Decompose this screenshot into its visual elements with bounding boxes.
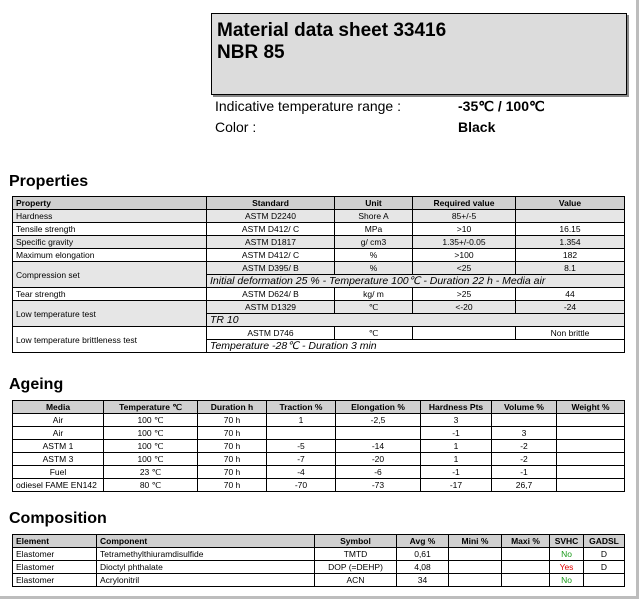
ageing-cell: 26,7	[492, 479, 557, 492]
ageing-cell	[492, 414, 557, 427]
ageing-cell: -14	[336, 440, 421, 453]
property-unit: %	[335, 262, 413, 275]
property-standard: ASTM D2240	[207, 210, 335, 223]
column-header: Avg %	[397, 535, 449, 548]
ageing-cell: -5	[267, 440, 336, 453]
composition-cell	[502, 574, 550, 587]
composition-header	[13, 535, 625, 548]
header-row	[13, 197, 625, 210]
ageing-heading: Ageing	[9, 376, 64, 393]
table-row	[13, 427, 625, 440]
ageing-cell: -1	[421, 466, 492, 479]
ageing-cell: -17	[421, 479, 492, 492]
properties-heading: Properties	[9, 173, 89, 190]
ageing-cell: -2	[492, 440, 557, 453]
table-row	[13, 262, 625, 275]
ageing-cell	[557, 453, 625, 466]
column-header: Weight %	[557, 401, 625, 414]
column-header: Value	[516, 197, 625, 210]
ageing-cell: 100 ℃	[104, 440, 198, 453]
property-required: >100	[413, 249, 516, 262]
composition-cell: 4,08	[397, 561, 449, 574]
ageing-header	[13, 401, 625, 414]
ageing-cell: -4	[267, 466, 336, 479]
ageing-cell: 70 h	[198, 427, 267, 440]
ageing-cell	[557, 466, 625, 479]
property-unit: ℃	[335, 301, 413, 314]
composition-cell	[502, 561, 550, 574]
table-row	[13, 561, 625, 574]
ageing-cell: 70 h	[198, 479, 267, 492]
property-property: Compression set	[13, 262, 207, 288]
table-row	[13, 288, 625, 301]
property-required: <-20	[413, 301, 516, 314]
column-header: Element	[13, 535, 97, 548]
ageing-cell: -1	[421, 427, 492, 440]
composition-cell: 34	[397, 574, 449, 587]
column-header: GADSL	[584, 535, 625, 548]
composition-cell: TMTD	[315, 548, 397, 561]
property-standard: ASTM D412/ C	[207, 223, 335, 236]
ageing-body	[13, 414, 625, 492]
ageing-table	[12, 400, 625, 492]
ageing-cell: 70 h	[198, 453, 267, 466]
property-value: 1.354	[516, 236, 625, 249]
property-value: -24	[516, 301, 625, 314]
ageing-cell: 80 ℃	[104, 479, 198, 492]
properties-table	[12, 196, 625, 353]
composition-cell	[584, 574, 625, 587]
property-property: Low temperature test	[13, 301, 207, 327]
composition-body	[13, 548, 625, 587]
column-header: Symbol	[315, 535, 397, 548]
property-required: <25	[413, 262, 516, 275]
property-value: 16.15	[516, 223, 625, 236]
property-property: Low temperature brittleness test	[13, 327, 207, 353]
ageing-cell	[557, 479, 625, 492]
property-standard: ASTM D412/ C	[207, 249, 335, 262]
column-header: Temperature ℃	[104, 401, 198, 414]
ageing-cell: 1	[421, 453, 492, 466]
composition-cell: Elastomer	[13, 548, 97, 561]
property-property: Tear strength	[13, 288, 207, 301]
composition-cell: D	[584, 561, 625, 574]
property-value: 44	[516, 288, 625, 301]
table-row	[13, 453, 625, 466]
property-unit: ℃	[335, 327, 413, 340]
composition-cell: Tetramethylthiuramdisulfide	[97, 548, 315, 561]
properties-header	[13, 197, 625, 210]
temp-range-label: Indicative temperature range :	[215, 98, 401, 114]
ageing-cell: 100 ℃	[104, 453, 198, 466]
ageing-cell: 23 ℃	[104, 466, 198, 479]
composition-cell: Elastomer	[13, 574, 97, 587]
property-required: 85+/-5	[413, 210, 516, 223]
ageing-cell	[557, 427, 625, 440]
property-standard: ASTM D624/ B	[207, 288, 335, 301]
composition-cell: No	[550, 548, 584, 561]
composition-cell: 0,61	[397, 548, 449, 561]
table-row	[13, 301, 625, 314]
ageing-cell: 70 h	[198, 440, 267, 453]
composition-cell: Acrylonitril	[97, 574, 315, 587]
ageing-cell: -1	[492, 466, 557, 479]
property-property: Hardness	[13, 210, 207, 223]
table-row	[13, 466, 625, 479]
composition-cell	[502, 548, 550, 561]
color-label: Color :	[215, 119, 257, 135]
property-standard: ASTM D746	[207, 327, 335, 340]
column-header: Volume %	[492, 401, 557, 414]
column-header: Hardness Pts	[421, 401, 492, 414]
ageing-cell: Fuel	[13, 466, 104, 479]
table-row	[13, 440, 625, 453]
table-row	[13, 574, 625, 587]
ageing-cell: 70 h	[198, 414, 267, 427]
table-row	[13, 236, 625, 249]
column-header: Mini %	[449, 535, 502, 548]
ageing-cell: Air	[13, 427, 104, 440]
ageing-cell	[336, 427, 421, 440]
composition-cell: Elastomer	[13, 561, 97, 574]
ageing-cell	[557, 414, 625, 427]
column-header: SVHC	[550, 535, 584, 548]
composition-cell: DOP (=DEHP)	[315, 561, 397, 574]
column-header: Duration h	[198, 401, 267, 414]
test-condition-note: TR 10	[207, 314, 625, 327]
composition-cell	[449, 548, 502, 561]
composition-cell: D	[584, 548, 625, 561]
color-value: Black	[458, 119, 496, 135]
column-header: Required value	[413, 197, 516, 210]
column-header: Property	[13, 197, 207, 210]
column-header: Component	[97, 535, 315, 548]
ageing-cell: ASTM 3	[13, 453, 104, 466]
property-value: 182	[516, 249, 625, 262]
property-required: 1.35+/-0.05	[413, 236, 516, 249]
ageing-cell: 1	[421, 440, 492, 453]
column-header: Elongation %	[336, 401, 421, 414]
property-value: 8.1	[516, 262, 625, 275]
header-row	[13, 401, 625, 414]
table-row	[13, 327, 625, 340]
table-row	[13, 223, 625, 236]
property-property: Tensile strength	[13, 223, 207, 236]
material-name: NBR 85	[217, 42, 285, 63]
ageing-cell: -7	[267, 453, 336, 466]
ageing-cell	[267, 427, 336, 440]
ageing-cell: -6	[336, 466, 421, 479]
property-value	[516, 210, 625, 223]
composition-cell	[449, 561, 502, 574]
column-header: Unit	[335, 197, 413, 210]
property-required	[413, 327, 516, 340]
ageing-cell: ASTM 1	[13, 440, 104, 453]
ageing-cell	[557, 440, 625, 453]
ageing-cell: -2	[492, 453, 557, 466]
property-standard: ASTM D1817	[207, 236, 335, 249]
property-standard: ASTM D395/ B	[207, 262, 335, 275]
header-row	[13, 535, 625, 548]
properties-body	[13, 210, 625, 353]
composition-cell: ACN	[315, 574, 397, 587]
ageing-cell: 100 ℃	[104, 427, 198, 440]
ageing-cell: 3	[492, 427, 557, 440]
table-row	[13, 210, 625, 223]
ageing-cell: Air	[13, 414, 104, 427]
property-standard: ASTM D1329	[207, 301, 335, 314]
test-condition-note: Initial deformation 25 % - Temperature 100℃ - Duration 22 h - Media air	[207, 275, 625, 288]
ageing-cell: 3	[421, 414, 492, 427]
property-unit: kg/ m	[335, 288, 413, 301]
composition-heading: Composition	[9, 510, 107, 527]
title-box	[211, 13, 627, 95]
temp-range-value: -35℃ / 100℃	[458, 98, 545, 114]
ageing-cell: -20	[336, 453, 421, 466]
composition-table	[12, 534, 625, 587]
ageing-cell: 100 ℃	[104, 414, 198, 427]
table-row	[13, 414, 625, 427]
test-condition-note: Temperature -28℃ - Duration 3 min	[207, 340, 625, 353]
property-unit: Shore A	[335, 210, 413, 223]
composition-cell	[449, 574, 502, 587]
property-unit: g/ cm3	[335, 236, 413, 249]
property-property: Maximum elongation	[13, 249, 207, 262]
column-header: Maxi %	[502, 535, 550, 548]
composition-cell: Yes	[550, 561, 584, 574]
property-required: >25	[413, 288, 516, 301]
ageing-cell: 70 h	[198, 466, 267, 479]
ageing-cell: 1	[267, 414, 336, 427]
property-required: >10	[413, 223, 516, 236]
column-header: Media	[13, 401, 104, 414]
document-title: Material data sheet 33416	[217, 20, 447, 41]
property-unit: %	[335, 249, 413, 262]
ageing-cell: -2,5	[336, 414, 421, 427]
ageing-cell: -73	[336, 479, 421, 492]
table-row	[13, 479, 625, 492]
property-value: Non brittle	[516, 327, 625, 340]
table-row	[13, 249, 625, 262]
column-header: Standard	[207, 197, 335, 210]
ageing-cell: odiesel FAME EN142	[13, 479, 104, 492]
property-unit: MPa	[335, 223, 413, 236]
column-header: Traction %	[267, 401, 336, 414]
ageing-cell: -70	[267, 479, 336, 492]
table-row	[13, 548, 625, 561]
composition-cell: Dioctyl phthalate	[97, 561, 315, 574]
property-property: Specific gravity	[13, 236, 207, 249]
composition-cell: No	[550, 574, 584, 587]
